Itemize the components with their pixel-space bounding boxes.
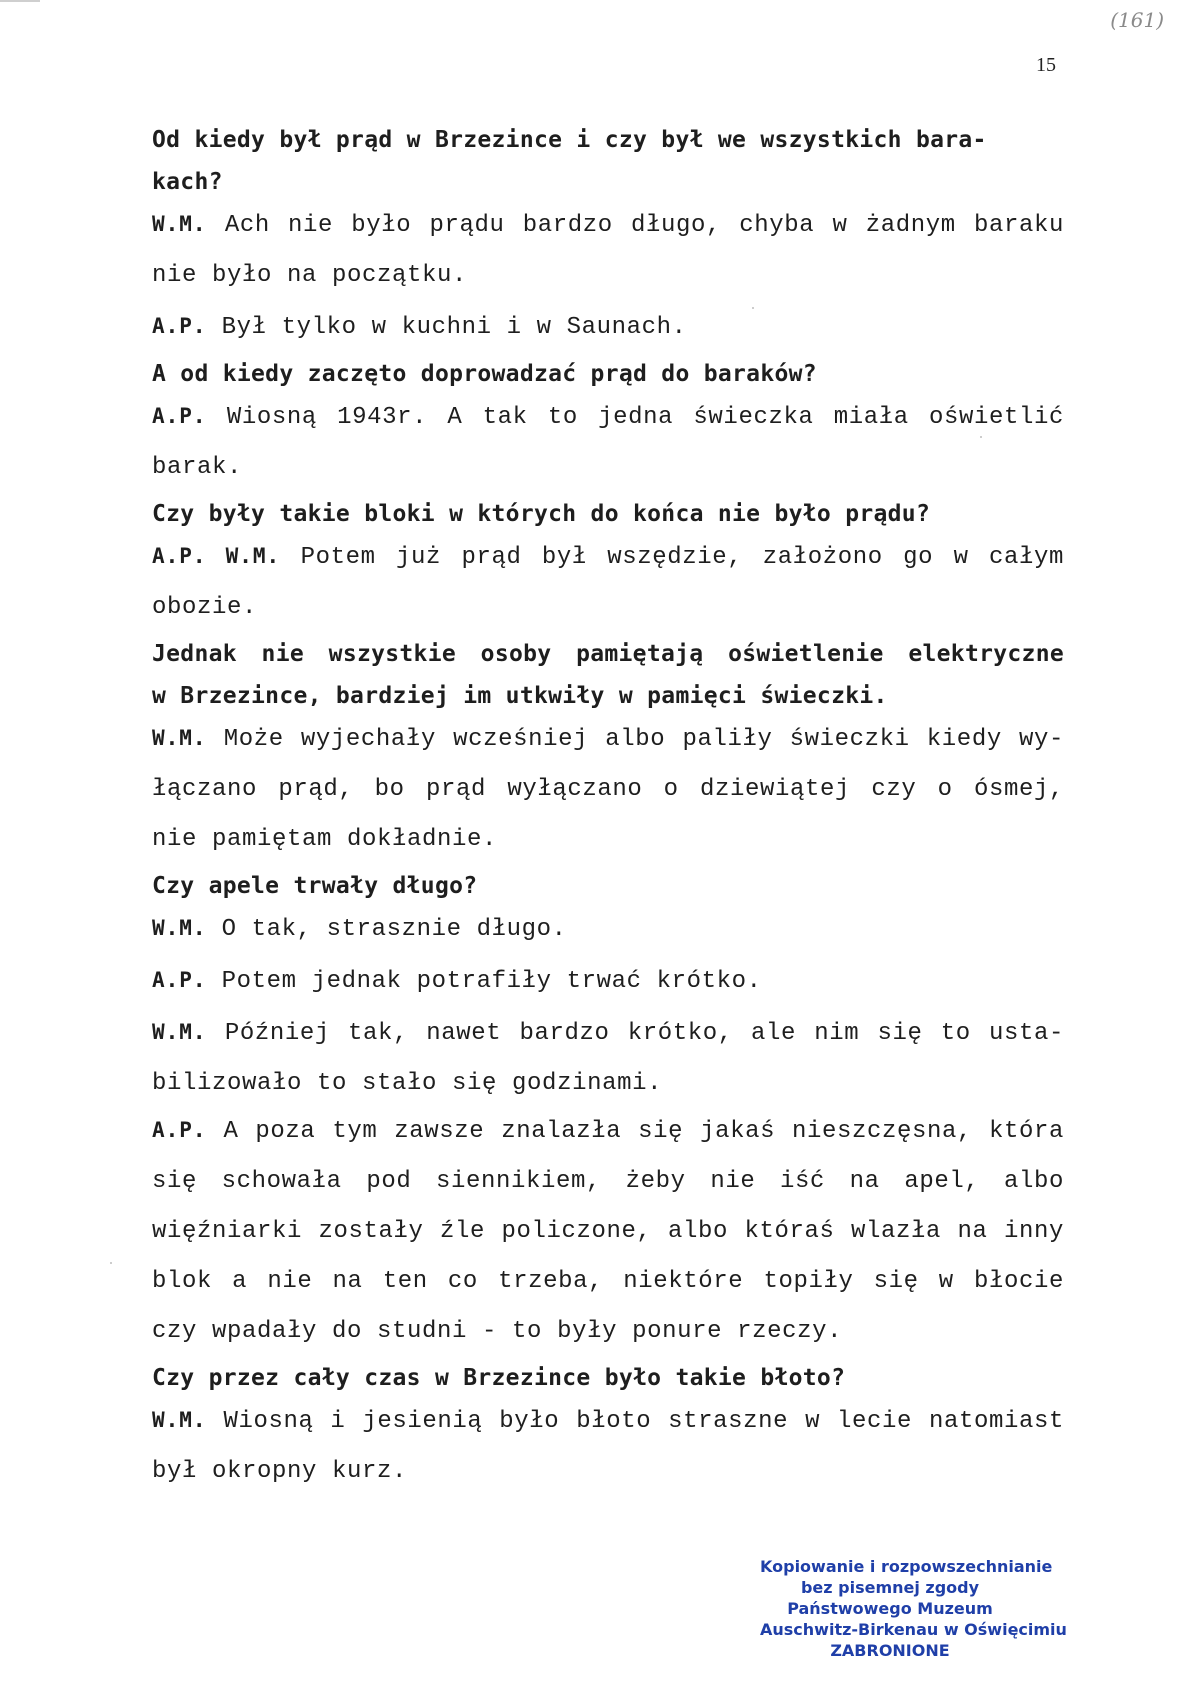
answer-line (152, 540, 1064, 574)
line-text: w Brzezince, bardziej im utkwiły w pamięci świeczki. (152, 683, 888, 709)
line-text: łączano prąd, bo prąd wyłączano o dziewiątej czy o ósmej, (152, 776, 1064, 803)
question-line (152, 166, 1064, 198)
speaker-label: A.P. (152, 314, 207, 338)
stamp-line: ZABRONIONE (830, 1641, 950, 1660)
line-text: nie było na początku. (152, 262, 468, 289)
question-line (152, 1362, 1064, 1394)
answer-line (152, 400, 1064, 434)
line-text: nie pamiętam dokładnie. (152, 826, 498, 853)
speaker-label: A.P. (152, 404, 207, 428)
speaker-label: W.M. (152, 1020, 207, 1044)
line-text: kach? (152, 169, 223, 195)
question-line (152, 638, 1064, 670)
line-text: Czy były takie bloki w których do końca nie było prądu? (152, 501, 931, 527)
stamp-line: Państwowego Muzeum (787, 1599, 993, 1618)
speaker-label: W.M. (152, 726, 207, 750)
answer-line (152, 208, 1064, 242)
archive-number-value: 161 (1118, 8, 1157, 32)
line-text: więźniarki zostały źle policzone, albo któraś wlazła na inny (152, 1218, 1064, 1245)
scan-speck (110, 1262, 112, 1264)
answer-line (152, 592, 1064, 624)
speaker-label: A.P. (152, 968, 207, 992)
answer-line (152, 1166, 1064, 1198)
copyright-stamp (760, 1556, 1067, 1661)
speaker-label: A.P. (152, 1118, 207, 1142)
line-text: Czy apele trwały długo? (152, 873, 478, 899)
question-line (152, 680, 1064, 712)
line-text: Wiosną 1943r. A tak to jedna świeczka miała oświetlić (226, 404, 1064, 431)
line-text: czy wpadały do studni - to były ponure rzeczy. (152, 1318, 843, 1345)
question-line (152, 358, 1064, 390)
answer-line (152, 1404, 1064, 1438)
answer-line (152, 1316, 1064, 1348)
line-text: był okropny kurz. (152, 1458, 408, 1485)
answer-line (152, 912, 1064, 946)
line-text: Potem jednak potrafiły trwać krótko. (221, 968, 762, 995)
line-text: Czy przez cały czas w Brzezince było takie błoto? (152, 1365, 846, 1391)
line-text: Od kiedy był prąd w Brzezince i czy był we wszystkich bara- (152, 127, 987, 153)
answer-line (152, 1216, 1064, 1248)
answer-line (152, 310, 1064, 344)
scan-speck (752, 307, 754, 309)
answer-line (152, 774, 1064, 806)
line-text: Ach nie było prądu bardzo długo, chyba w żadnym baraku (224, 212, 1064, 239)
page-number: 15 (1036, 54, 1056, 76)
question-line (152, 498, 1064, 530)
line-text: Był tylko w kuchni i w Saunach. (221, 314, 687, 341)
line-text: A od kiedy zaczęto doprowadzać prąd do baraków? (152, 361, 817, 387)
question-line (152, 124, 1064, 156)
answer-line (152, 964, 1064, 998)
answer-line (152, 1068, 1064, 1100)
line-text: bilizowało to stało się godzinami. (152, 1070, 663, 1097)
interview-transcript (152, 124, 1064, 1488)
answer-line (152, 824, 1064, 856)
line-text: Jednak nie wszystkie osoby pamiętają oświetlenie elektryczne (152, 641, 1064, 667)
line-text: O tak, strasznie długo. (221, 916, 567, 943)
line-text: Później tak, nawet bardzo krótko, ale nim się to usta- (224, 1020, 1064, 1047)
question-line (152, 870, 1064, 902)
line-text: się schowała pod siennikiem, żeby nie iść na apel, albo (152, 1168, 1064, 1195)
stamp-line: Kopiowanie i rozpowszechnianie (760, 1557, 1053, 1576)
line-text: Wiosną i jesienią było błoto straszne w lecie natomiast (223, 1408, 1064, 1435)
answer-line (152, 260, 1064, 292)
line-text: obozie. (152, 594, 258, 621)
archive-number: (161) (1110, 8, 1164, 32)
line-text: blok a nie na ten co trzeba, niektóre topiły się w błocie (152, 1268, 1064, 1295)
answer-line (152, 1016, 1064, 1050)
stamp-line: Auschwitz-Birkenau w Oświęcimiu (760, 1620, 1067, 1639)
line-text: A poza tym zawsze znalazła się jakaś nieszczęsna, która (223, 1118, 1064, 1145)
line-text: barak. (152, 454, 243, 481)
answer-line (152, 722, 1064, 756)
answer-line (152, 1266, 1064, 1298)
speaker-label: W.M. (152, 916, 207, 940)
speaker-label: A.P. W.M. (152, 544, 281, 568)
answer-line (152, 452, 1064, 484)
answer-line (152, 1456, 1064, 1488)
scan-speck (980, 436, 982, 438)
speaker-label: W.M. (152, 212, 207, 236)
scan-edge-mark (0, 0, 40, 2)
line-text: Potem już prąd był wszędzie, założono go w całym (300, 544, 1064, 571)
answer-line (152, 1114, 1064, 1148)
speaker-label: W.M. (152, 1408, 207, 1432)
line-text: Może wyjechały wcześniej albo paliły świeczki kiedy wy- (223, 726, 1064, 753)
stamp-line: bez pisemnej zgody (800, 1578, 980, 1597)
